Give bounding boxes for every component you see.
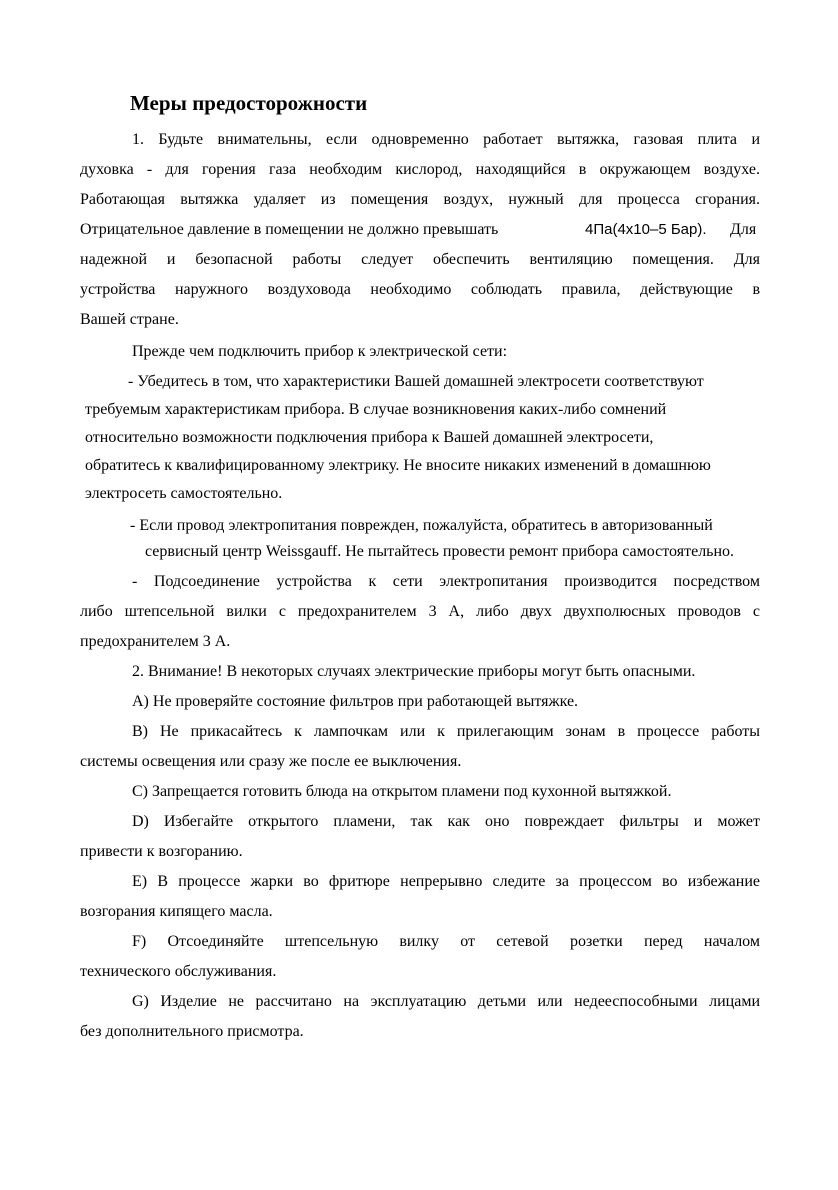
- item-e-line-1: E) В процессе жарки во фритюре непрерывно следите за процессом во избежание: [132, 873, 760, 890]
- paragraph-1-line-4b: 4Па(4х10–5 Бар).: [585, 221, 707, 238]
- bullet-1-line-4: обратитесь к квалифицированному электрику. Не вносите никаких изменений в домашнюю: [85, 457, 711, 474]
- bullet-1-line-2: требуемым характеристикам прибора. В случае возникновения каких-либо сомнений: [85, 401, 667, 418]
- bullet-1-line-3: относительно возможности подключения прибора к Вашей домашней электросети,: [85, 429, 654, 446]
- page-title: Меры предосторожности: [130, 91, 368, 115]
- item-g-line-2: без дополнительного присмотра.: [80, 1023, 304, 1040]
- bullet-3-line-3: предохранителем 3 А.: [80, 633, 231, 650]
- paragraph-1-line-7: Вашей стране.: [80, 311, 179, 328]
- intro-line: Прежде чем подключить прибор к электрической сети:: [132, 343, 508, 360]
- paragraph-1-line-1: 1. Будьте внимательны, если одновременно работает вытяжка, газовая плита и: [132, 131, 760, 148]
- paragraph-1-line-4c: Для: [730, 221, 757, 238]
- bullet-3-line-2: либо штепсельной вилки с предохранителем 3 А, либо двух двухполюсных проводов с: [80, 603, 760, 620]
- item-c: C) Запрещается готовить блюда на открытом пламени под кухонной вытяжкой.: [132, 783, 672, 800]
- item-f-line-2: технического обслуживания.: [80, 963, 277, 980]
- paragraph-2: 2. Внимание! В некоторых случаях электрические приборы могут быть опасными.: [132, 663, 696, 680]
- paragraph-1-line-4a: Отрицательное давление в помещении не должно превышать: [80, 221, 499, 238]
- item-d-line-1: D) Избегайте открытого пламени, так как оно повреждает фильтры и может: [132, 813, 760, 830]
- paragraph-1-line-2: духовка - для горения газа необходим кислород, находящийся в окружающем воздухе.: [80, 161, 760, 178]
- item-a: A) Не проверяйте состояние фильтров при работающей вытяжке.: [132, 693, 579, 710]
- paragraph-1-line-3: Работающая вытяжка удаляет из помещения воздух, нужный для процесса сгорания.: [80, 191, 760, 208]
- item-f-line-1: F) Отсоединяйте штепсельную вилку от сетевой розетки перед началом: [132, 933, 760, 950]
- paragraph-1-line-6: устройства наружного воздуховода необходимо соблюдать правила, действующие в: [80, 281, 760, 298]
- bullet-1-line-5: электросеть самостоятельно.: [85, 485, 283, 502]
- bullet-2-line-2: сервисный центр Weissgauff. Не пытайтесь провести ремонт прибора самостоятельно.: [145, 543, 735, 560]
- bullet-2-line-1: - Если провод электропитания поврежден, пожалуйста, обратитесь в авторизованный: [130, 517, 713, 534]
- item-g-line-1: G) Изделие не рассчитано на эксплуатацию детьми или недееспособными лицами: [132, 993, 760, 1010]
- item-e-line-2: возгорания кипящего масла.: [80, 903, 273, 920]
- item-b-line-1: B) Не прикасайтесь к лампочкам или к прилегающим зонам в процессе работы: [132, 723, 760, 740]
- item-b-line-2: системы освещения или сразу же после ее выключения.: [80, 753, 462, 770]
- item-d-line-2: привести к возгоранию.: [80, 843, 243, 860]
- bullet-3-line-1: - Подсоединение устройства к сети электропитания производится посредством: [132, 573, 760, 590]
- bullet-1-line-1: - Убедитесь в том, что характеристики Вашей домашней электросети соответствуют: [128, 373, 704, 390]
- paragraph-1-line-5: надежной и безопасной работы следует обеспечить вентиляцию помещения. Для: [80, 251, 760, 268]
